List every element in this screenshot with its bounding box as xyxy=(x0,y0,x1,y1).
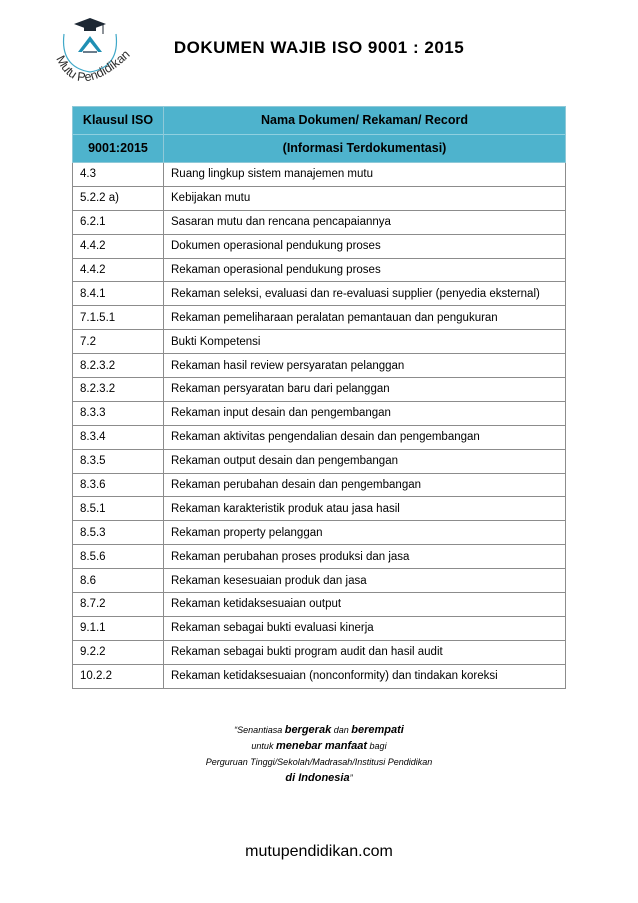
document-name-cell: Rekaman operasional pendukung proses xyxy=(164,258,566,282)
document-name-cell: Rekaman karakteristik produk atau jasa hasil xyxy=(164,497,566,521)
table-row xyxy=(73,616,566,640)
document-name-cell: Rekaman aktivitas pengendalian desain dan pengembangan xyxy=(164,425,566,449)
table-row xyxy=(73,593,566,617)
table-row xyxy=(73,234,566,258)
klausul-cell: 8.3.4 xyxy=(73,425,164,449)
document-name-cell: Rekaman seleksi, evaluasi dan re-evaluasi supplier (penyedia eksternal) xyxy=(164,282,566,306)
quote-text: bagi xyxy=(367,741,387,751)
table-row xyxy=(73,473,566,497)
header-klausul xyxy=(73,107,164,163)
table-row xyxy=(73,354,566,378)
document-name-cell: Rekaman input desain dan pengembangan xyxy=(164,401,566,425)
table-row xyxy=(73,497,566,521)
document-name-cell: Rekaman property pelanggan xyxy=(164,521,566,545)
klausul-cell: 8.2.3.2 xyxy=(73,354,164,378)
table-row xyxy=(73,186,566,210)
klausul-cell: 7.1.5.1 xyxy=(73,306,164,330)
document-name-cell: Rekaman sebagai bukti program audit dan hasil audit xyxy=(164,640,566,664)
document-name-cell: Rekaman persyaratan baru dari pelanggan xyxy=(164,378,566,402)
table-row xyxy=(73,521,566,545)
table-row xyxy=(73,163,566,187)
document-name-cell: Rekaman pemeliharaan peralatan pemantauan dan pengukuran xyxy=(164,306,566,330)
klausul-cell: 8.2.3.2 xyxy=(73,378,164,402)
document-name-cell: Rekaman sebagai bukti evaluasi kinerja xyxy=(164,616,566,640)
table-header-row xyxy=(73,107,566,163)
klausul-cell: 5.2.2 a) xyxy=(73,186,164,210)
table-row xyxy=(73,664,566,688)
table-row xyxy=(73,306,566,330)
document-name-cell: Rekaman perubahan proses produksi dan jasa xyxy=(164,545,566,569)
document-name-cell: Rekaman kesesuaian produk dan jasa xyxy=(164,569,566,593)
table-row xyxy=(73,330,566,354)
quote-emphasis: menebar manfaat xyxy=(275,740,368,752)
klausul-cell: 9.1.1 xyxy=(73,616,164,640)
header-klausul-line2: 9001:2015 xyxy=(73,134,163,162)
table-row xyxy=(73,282,566,306)
page-title: DOKUMEN WAJIB ISO 9001 : 2015 xyxy=(173,38,465,57)
klausul-cell: 8.5.3 xyxy=(73,521,164,545)
quote-text: dan xyxy=(331,725,352,735)
logo-text: Mutu Pendidikan xyxy=(53,47,133,85)
table-row xyxy=(73,258,566,282)
table-row xyxy=(73,569,566,593)
table-row xyxy=(73,378,566,402)
document-table xyxy=(72,106,566,689)
klausul-cell: 8.5.6 xyxy=(73,545,164,569)
klausul-cell: 4.4.2 xyxy=(73,258,164,282)
document-name-cell: Rekaman perubahan desain dan pengembangan xyxy=(164,473,566,497)
quote-text: untuk xyxy=(251,741,276,751)
table-row xyxy=(73,401,566,425)
klausul-cell: 8.3.5 xyxy=(73,449,164,473)
klausul-cell: 6.2.1 xyxy=(73,210,164,234)
table-row xyxy=(73,640,566,664)
table-row xyxy=(73,425,566,449)
klausul-cell: 4.4.2 xyxy=(73,234,164,258)
quote-text: “Senantiasa xyxy=(234,725,285,735)
klausul-cell: 8.7.2 xyxy=(73,593,164,617)
table-row xyxy=(73,449,566,473)
document-name-cell: Rekaman hasil review persyaratan pelanggan xyxy=(164,354,566,378)
header-nama-line2: (Informasi Terdokumentasi) xyxy=(164,134,565,162)
header-klausul-line1: Klausul ISO xyxy=(82,113,154,127)
klausul-cell: 4.3 xyxy=(73,163,164,187)
quote xyxy=(0,722,638,786)
table-row xyxy=(73,210,566,234)
klausul-cell: 9.2.2 xyxy=(73,640,164,664)
header-nama-dokumen xyxy=(164,107,566,163)
document-name-cell: Kebijakan mutu xyxy=(164,186,566,210)
document-name-cell: Rekaman ketidaksesuaian output xyxy=(164,593,566,617)
klausul-cell: 8.3.3 xyxy=(73,401,164,425)
klausul-cell: 10.2.2 xyxy=(73,664,164,688)
klausul-cell: 8.5.1 xyxy=(73,497,164,521)
document-name-cell: Rekaman output desain dan pengembangan xyxy=(164,449,566,473)
klausul-cell: 8.4.1 xyxy=(73,282,164,306)
header-nama-line1: Nama Dokumen/ Rekaman/ Record xyxy=(260,113,468,127)
document-name-cell: Rekaman ketidaksesuaian (nonconformity) dan tindakan koreksi xyxy=(164,664,566,688)
table-row xyxy=(73,545,566,569)
quote-text: ” xyxy=(349,773,353,783)
document-name-cell: Bukti Kompetensi xyxy=(164,330,566,354)
quote-emphasis: bergerak xyxy=(284,724,332,736)
quote-emphasis: di Indonesia xyxy=(285,772,350,784)
klausul-cell: 7.2 xyxy=(73,330,164,354)
document-name-cell: Sasaran mutu dan rencana pencapaiannya xyxy=(164,210,566,234)
quote-emphasis: berempati xyxy=(351,724,404,736)
website-link[interactable]: mutupendidikan.com xyxy=(245,843,393,860)
document-name-cell: Ruang lingkup sistem manajemen mutu xyxy=(164,163,566,187)
klausul-cell: 8.6 xyxy=(73,569,164,593)
document-name-cell: Dokumen operasional pendukung proses xyxy=(164,234,566,258)
klausul-cell: 8.3.6 xyxy=(73,473,164,497)
quote-text: Perguruan Tinggi/Sekolah/Madrasah/Institusi Pendidikan xyxy=(205,757,433,767)
